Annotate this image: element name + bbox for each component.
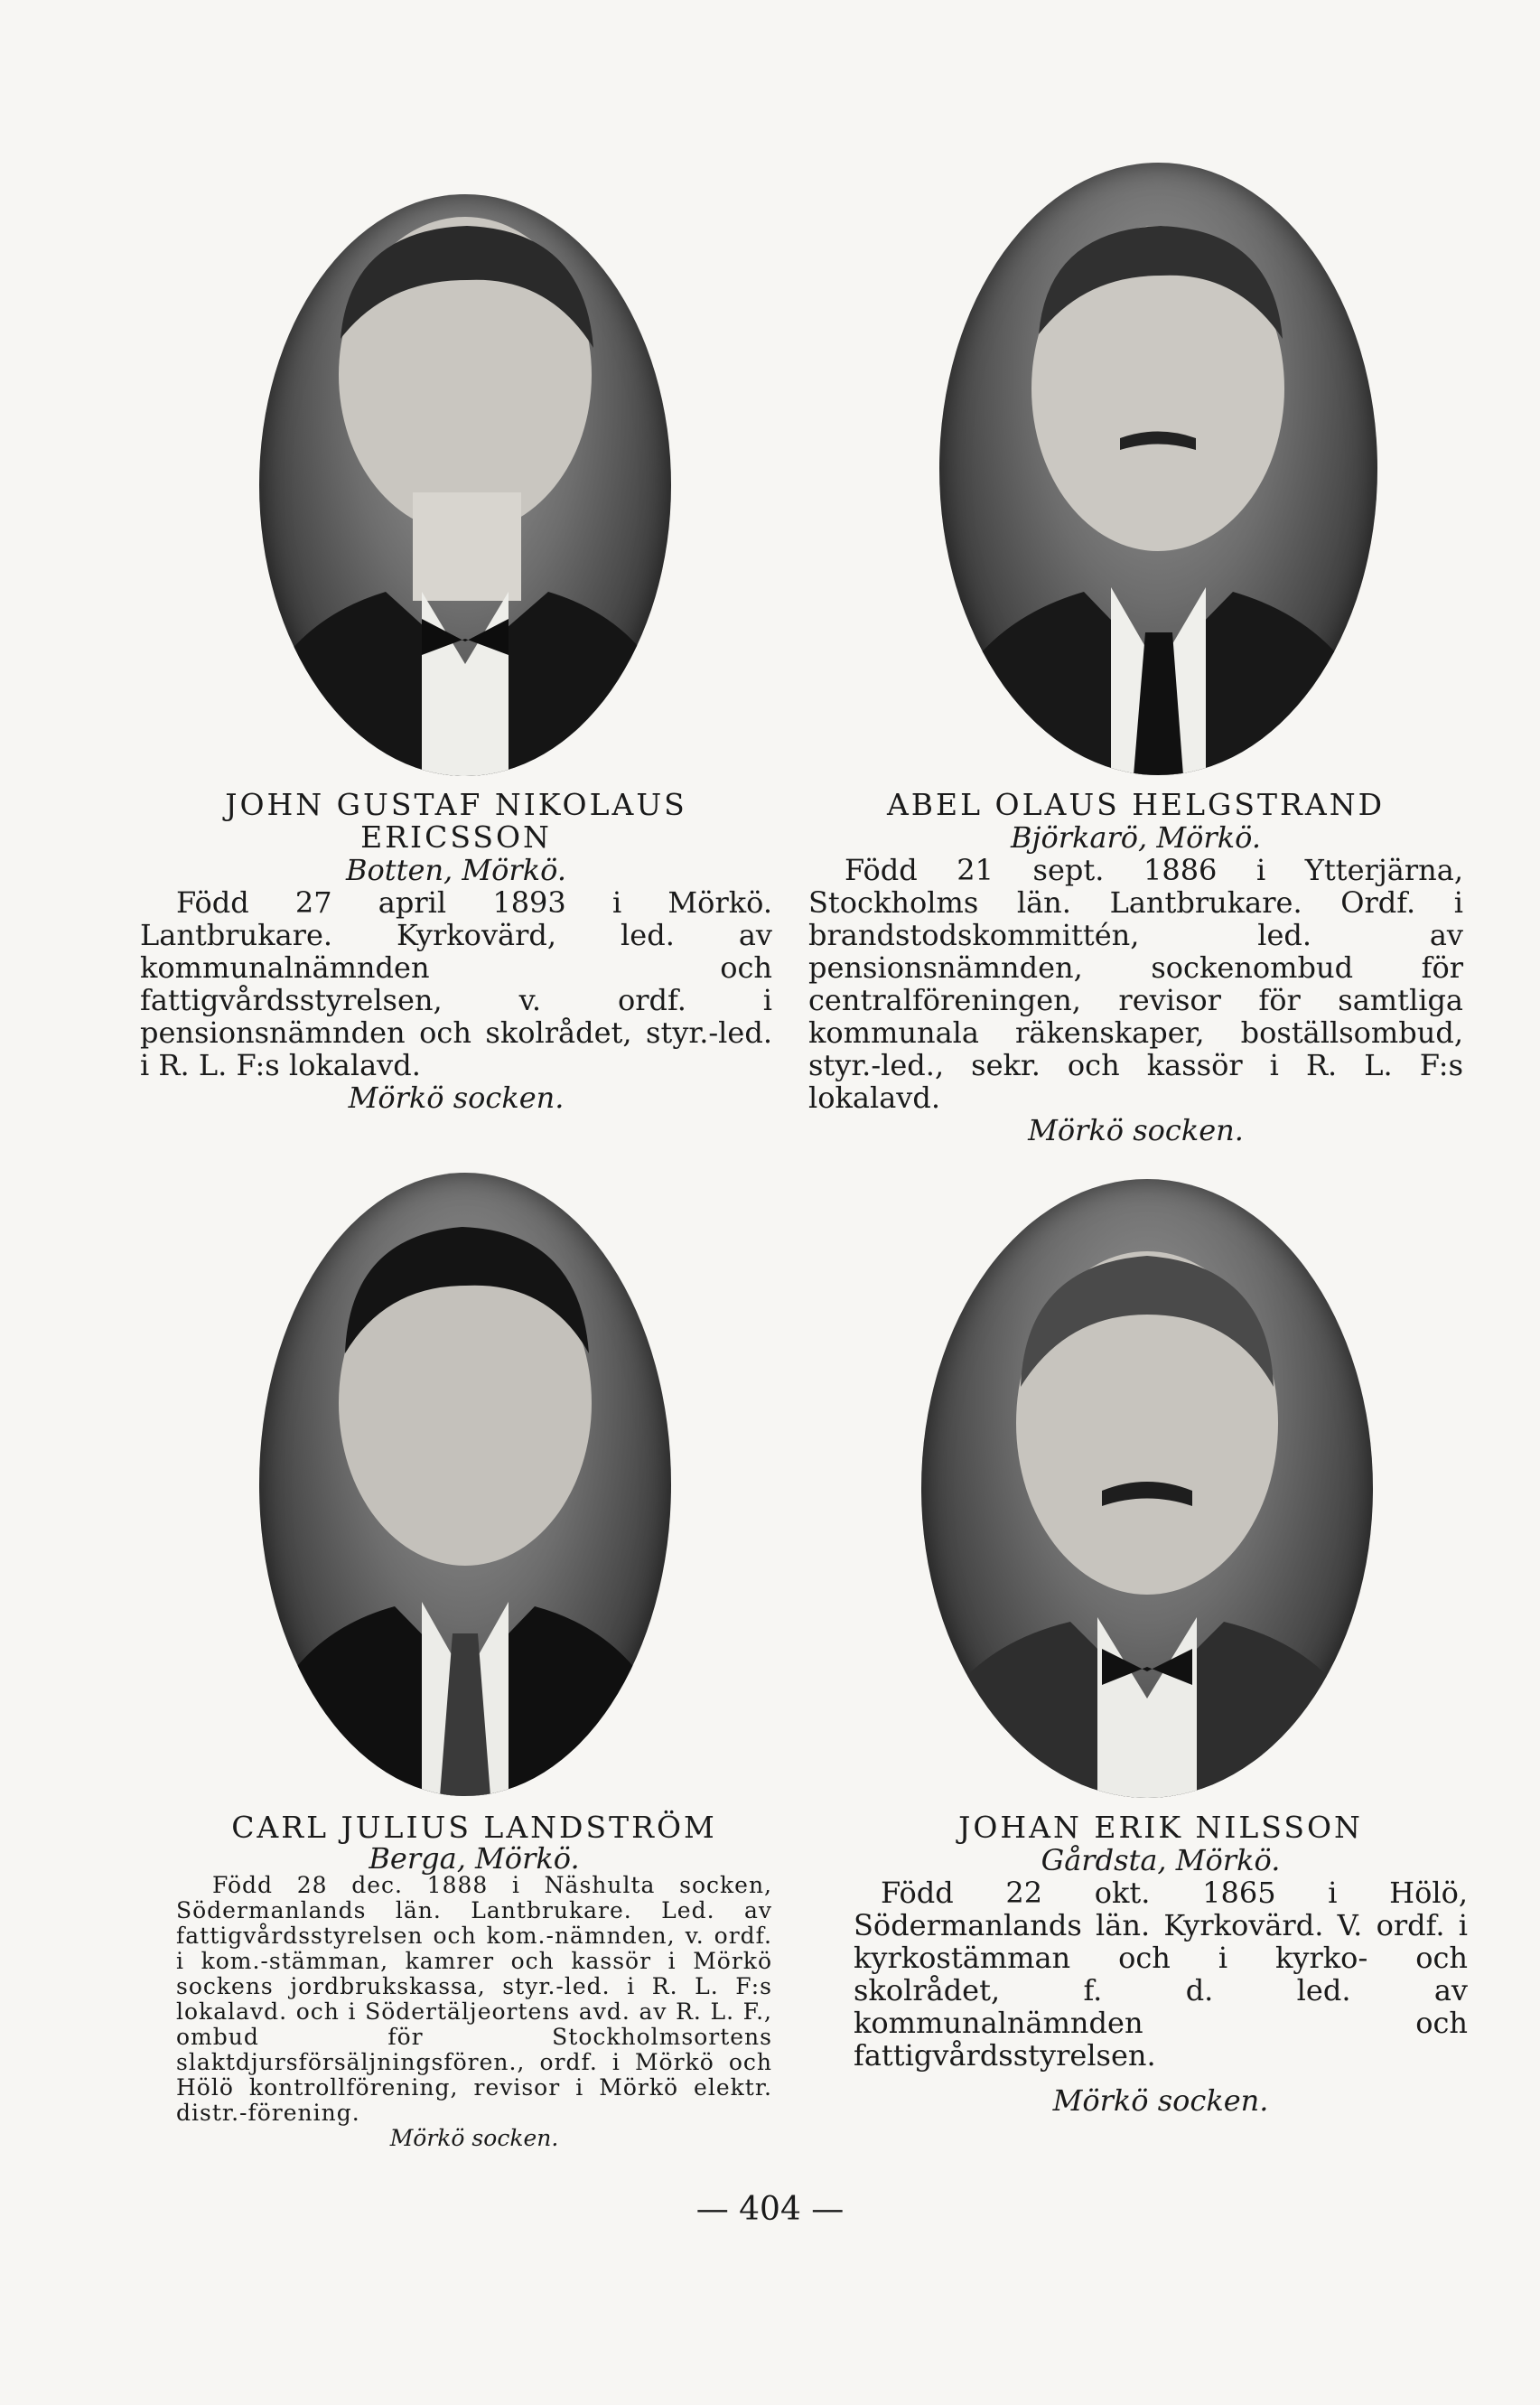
person-name: ABEL OLAUS HELGSTRAND	[886, 787, 1386, 822]
portrait-photo-landstrom	[259, 1173, 671, 1796]
residence: Botten, Mörkö.	[346, 853, 566, 887]
biography: Född 28 dec. 1888 i Näshulta socken, Södermanlands län. Lantbrukare. Led. av fattigvårdsstyrelsen och kom.-nämnden, v. ordf. i kom.-stämman, kamrer och kassör i Mörkö sockens jordbrukskassa, styr.-led. i R. L. F:s lokalavd. och i Södertäljeortens avd. av R. L. F., ombud för Stockholmsortens slaktdjursförsäljningsfören., ordf. i Mörkö och Hölö kontrollförening, revisor i Mörkö elektr. distr.-förening.	[176, 1872, 772, 2126]
portrait-man-dark-suit-icon	[259, 1173, 671, 1796]
parish: Mörkö socken.	[389, 2125, 559, 2151]
parish: Mörkö socken.	[1052, 2083, 1269, 2118]
residence: Gårdsta, Mörkö.	[1041, 1843, 1281, 1877]
biography: Född 22 okt. 1865 i Hölö, Södermanlands län. Kyrkovärd. V. ordf. i kyrkostämman och i kyrko- och skolrådet, f. d. led. av kommunalnämnden och fattigvårdsstyrelsen.	[854, 1876, 1468, 2073]
residence: Björkarö, Mörkö.	[1011, 820, 1261, 855]
parish: Mörkö socken.	[1028, 1113, 1244, 1147]
portrait-photo-helgstrand	[939, 163, 1377, 775]
entry-helgstrand	[808, 789, 1463, 1146]
person-name: CARL JULIUS LANDSTRÖM	[231, 1810, 717, 1845]
portrait-man-bow-tie-icon	[259, 194, 671, 776]
portrait-man-mustache-bow-tie-icon	[921, 1179, 1373, 1798]
portrait-photo-ericsson	[259, 194, 671, 776]
portrait-man-mustache-tie-icon	[939, 163, 1377, 775]
person-name: JOHN GUSTAF NIKOLAUS ERICSSON	[225, 787, 687, 855]
person-name: JOHAN ERIK NILSSON	[958, 1810, 1363, 1845]
biography: Född 21 sept. 1886 i Ytterjärna, Stockholms län. Lantbrukare. Ordf. i brandstodskommittén, led. av pensionsnämnden, sockenombud för centralföreningen, revisor för samtliga kommunala räkenskaper, boställsombud, styr.-led., sekr. och kassör i R. L. F:s lokalavd.	[808, 853, 1463, 1115]
entry-ericsson	[140, 789, 772, 1114]
entry-nilsson	[854, 1811, 1468, 2117]
entry-landstrom	[176, 1811, 772, 2151]
page-number: — 404 —	[695, 2191, 845, 2228]
residence: Berga, Mörkö.	[369, 1841, 580, 1876]
biography: Född 27 april 1893 i Mörkö. Lantbrukare. Kyrkovärd, led. av kommunalnämnden och fattigvårdsstyrelsen, v. ordf. i pensionsnämnden och skolrådet, styr.-led. i R. L. F:s lokalavd.	[140, 885, 772, 1082]
parish: Mörkö socken.	[348, 1081, 565, 1115]
portrait-photo-nilsson	[921, 1179, 1373, 1798]
